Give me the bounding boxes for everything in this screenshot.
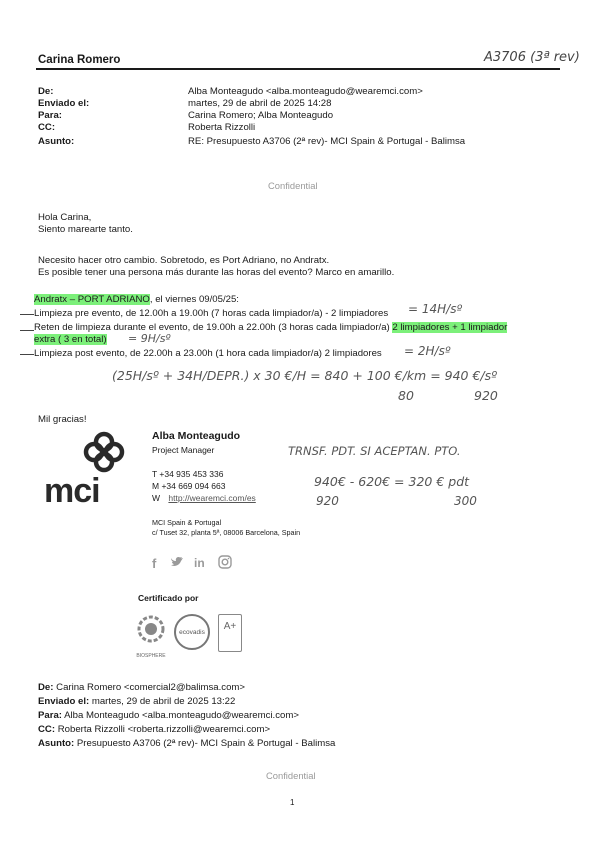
corner-handwritten-note: A3706 (3ª rev) xyxy=(484,50,580,65)
handwritten-note-2: = 9H/sº xyxy=(128,332,171,345)
handwritten-signature-calc: 940€ - 620€ = 320 € pdt xyxy=(314,474,470,489)
location-line xyxy=(34,294,239,306)
facebook-icon[interactable]: f xyxy=(152,556,157,571)
biosphere-label: BIOSPHERE xyxy=(136,653,166,659)
header-label-subject: Asunto: xyxy=(38,136,75,147)
confidential-label-top: Confidential xyxy=(268,180,318,191)
location-highlight: Andratx – PORT ADRIANO xyxy=(34,294,150,305)
greeting: Hola Carina, xyxy=(38,212,92,223)
page-number: 1 xyxy=(290,798,295,807)
biosphere-badge xyxy=(132,612,170,662)
mci-logo xyxy=(40,428,130,508)
item-post-event: Limpieza post evento, de 22.00h a 23.00h (1 hora cada limpiador/a) 2 limpiadores xyxy=(34,348,382,359)
header-value-sent: martes, 29 de abril de 2025 14:28 xyxy=(188,98,332,109)
fwd-cc: CC: Roberta Rizzolli <roberta.rizzolli@wearemci.com> xyxy=(38,724,271,735)
header-label-from: De: xyxy=(38,86,54,97)
margin-mark-2 xyxy=(20,330,34,331)
signature-mobile: M +34 669 094 663 xyxy=(152,481,226,491)
header-label-sent: Enviado el: xyxy=(38,98,90,109)
thanks: Mil gracias! xyxy=(38,414,87,425)
ecovadis-badge xyxy=(174,614,210,650)
header-value-cc: Roberta Rizzolli xyxy=(188,122,256,133)
confidential-label-bottom: Confidential xyxy=(266,770,316,781)
header-value-to: Carina Romero; Alba Monteagudo xyxy=(188,110,334,121)
margin-mark-1 xyxy=(20,314,34,315)
item-during-event xyxy=(34,322,507,334)
fwd-to: Para: Alba Monteagudo <alba.monteagudo@wearemci.com> xyxy=(38,710,299,721)
sender-name: Carina Romero xyxy=(38,54,121,66)
biosphere-icon xyxy=(132,612,170,648)
twitter-icon[interactable] xyxy=(170,555,184,574)
handwritten-sig-under-1: 920 xyxy=(316,494,339,508)
handwritten-calc-under-1: 80 xyxy=(398,388,414,403)
handwritten-trnsf-note: TRNSF. PDT. SI ACEPTAN. PTO. xyxy=(288,444,461,458)
header-label-to: Para: xyxy=(38,110,62,121)
aplus-label: A+ xyxy=(223,621,237,632)
item-pre-event: Limpieza pre evento, de 12.00h a 19.00h (7 horas cada limpiador/a) - 2 limpiadores xyxy=(34,308,389,319)
signature-web-row xyxy=(152,492,256,504)
aplus-badge xyxy=(218,614,242,652)
header-label-cc: CC: xyxy=(38,122,56,133)
signature-company: MCI Spain & Portugal xyxy=(152,518,222,527)
header-rule xyxy=(36,68,560,70)
mci-logo-text: mci xyxy=(44,472,100,510)
signature-web-link[interactable]: http://wearemci.com/es xyxy=(168,493,256,503)
header-value-subject: RE: Presupuesto A3706 (2ª rev)- MCI Spain & Portugal - Balimsa xyxy=(188,136,466,147)
handwritten-calc-under-2: 920 xyxy=(474,388,498,403)
certified-label: Certificado por xyxy=(138,593,199,603)
social-icons xyxy=(152,556,242,572)
item-during-event-text: Reten de limpieza durante el evento, de 19.00h a 22.00h (3 horas cada limpiador/a) xyxy=(34,322,390,333)
body-line-2: Necesito hacer otro cambio. Sobretodo, es Port Adriano, no Andratx. xyxy=(38,255,330,266)
signature-phone: T +34 935 453 336 xyxy=(152,469,224,479)
linkedin-icon[interactable]: in xyxy=(194,556,205,570)
item-during-event-cont-highlight: extra ( 3 en total) xyxy=(34,334,107,345)
header-value-from: Alba Monteagudo <alba.monteagudo@wearemci.com> xyxy=(188,86,423,97)
handwritten-note-1: = 14H/sº xyxy=(408,302,463,316)
location-rest: , el viernes 09/05/25: xyxy=(149,294,239,305)
margin-mark-3 xyxy=(20,354,34,355)
signature-web-prefix: W xyxy=(152,493,161,503)
fwd-from: De: Carina Romero <comercial2@balimsa.com> xyxy=(38,682,246,693)
handwritten-calculation: (25H/sº + 34H/DEPR.) x 30 €/H = 840 + 100 €/km = 940 €/sº xyxy=(112,368,498,383)
instagram-icon[interactable] xyxy=(218,555,232,574)
body-line-3: Es posible tener una persona más durante las horas del evento? Marco en amarillo. xyxy=(38,267,395,278)
item-during-event-cont xyxy=(34,334,107,346)
handwritten-note-3: = 2H/sº xyxy=(404,344,451,358)
fwd-sent: Enviado el: martes, 29 de abril de 2025 13:22 xyxy=(38,696,236,707)
signature-address: c/ Tuset 32, planta 5ª, 08006 Barcelona, Spain xyxy=(152,528,301,537)
item-during-event-highlight: 2 limpiadores + 1 limpiador xyxy=(392,322,508,333)
fwd-subject: Asunto: Presupuesto A3706 (2ª rev)- MCI Spain & Portugal - Balimsa xyxy=(38,738,336,749)
signature-role: Project Manager xyxy=(152,445,215,455)
handwritten-sig-under-2: 300 xyxy=(454,494,477,508)
signature-name: Alba Monteagudo xyxy=(152,430,241,442)
ecovadis-label: ecovadis xyxy=(179,629,205,636)
body-line-1: Siento marearte tanto. xyxy=(38,224,133,235)
